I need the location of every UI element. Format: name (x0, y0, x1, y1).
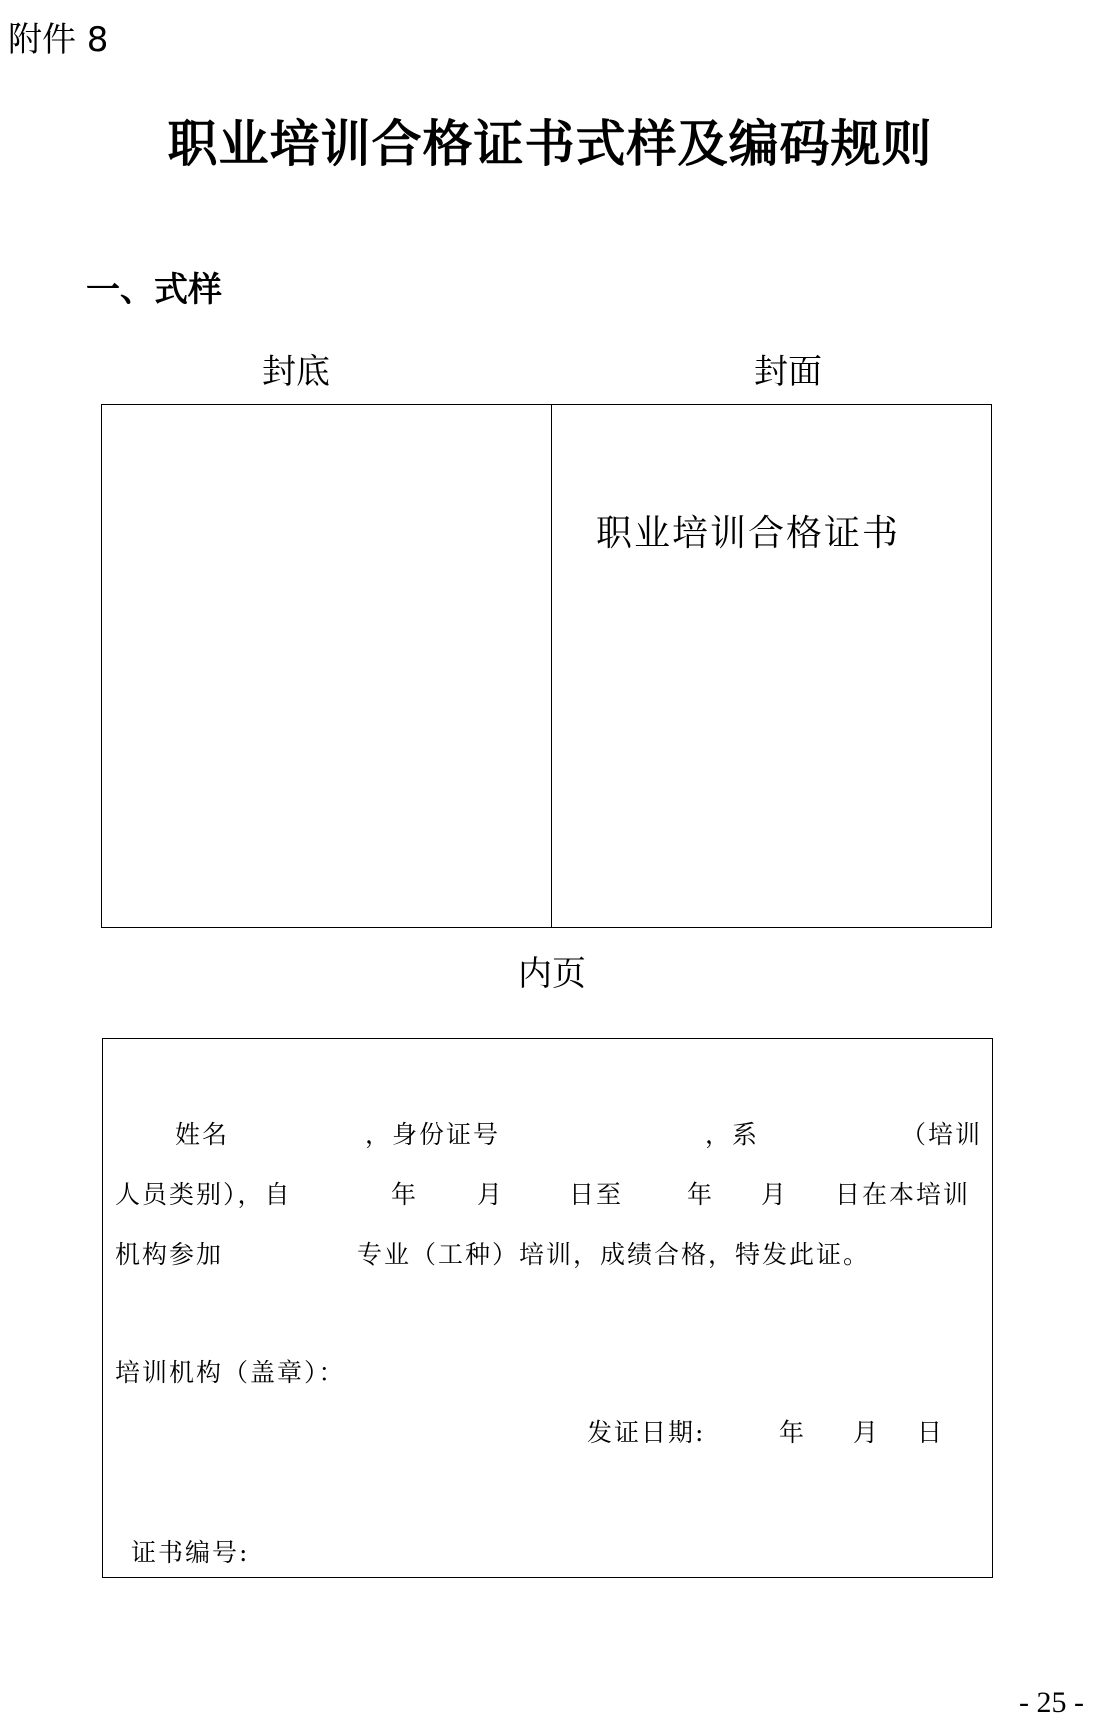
issue-year-label: 年 (779, 1418, 807, 1447)
start-month-label: 月 (477, 1180, 505, 1209)
certificate-number-label: 证书编号: (131, 1538, 250, 1567)
attachment-label: 附件 8 (8, 20, 109, 60)
start-year-label: 年 (391, 1180, 419, 1209)
category-open-label: （培训 (901, 1120, 983, 1149)
front-cover-label: 封面 (754, 352, 822, 392)
inner-page-label: 内页 (518, 954, 586, 994)
page-number: - 25 - (1019, 1686, 1084, 1719)
day-to-label: 日至 (569, 1180, 624, 1209)
cover-sample-box (101, 404, 992, 928)
training-result-text: 专业（工种）培训，成绩合格，特发此证。 (357, 1240, 871, 1269)
document-title: 职业培训合格证书式样及编码规则 (167, 115, 933, 173)
belongs-label: ，系 (705, 1120, 760, 1149)
issue-day-label: 日 (917, 1418, 945, 1447)
id-number-label: ，身份证号 (365, 1120, 501, 1149)
issue-month-label: 月 (853, 1418, 881, 1447)
end-year-label: 年 (687, 1180, 715, 1209)
back-cover-label: 封底 (262, 352, 330, 392)
cover-divider (551, 405, 552, 927)
inner-page-box (102, 1038, 993, 1578)
end-month-label: 月 (761, 1180, 789, 1209)
join-label: 机构参加 (115, 1240, 224, 1269)
category-close-label: 人员类别），自 (115, 1180, 292, 1209)
day-at-label: 日在本培训 (835, 1180, 971, 1209)
section-heading: 一、式样 (86, 270, 222, 310)
training-org-seal-label: 培训机构（盖章）： (115, 1358, 346, 1387)
front-cover-title: 职业培训合格证书 (596, 513, 901, 554)
issue-date-label: 发证日期: (587, 1418, 706, 1447)
name-label: 姓名 (175, 1120, 230, 1149)
